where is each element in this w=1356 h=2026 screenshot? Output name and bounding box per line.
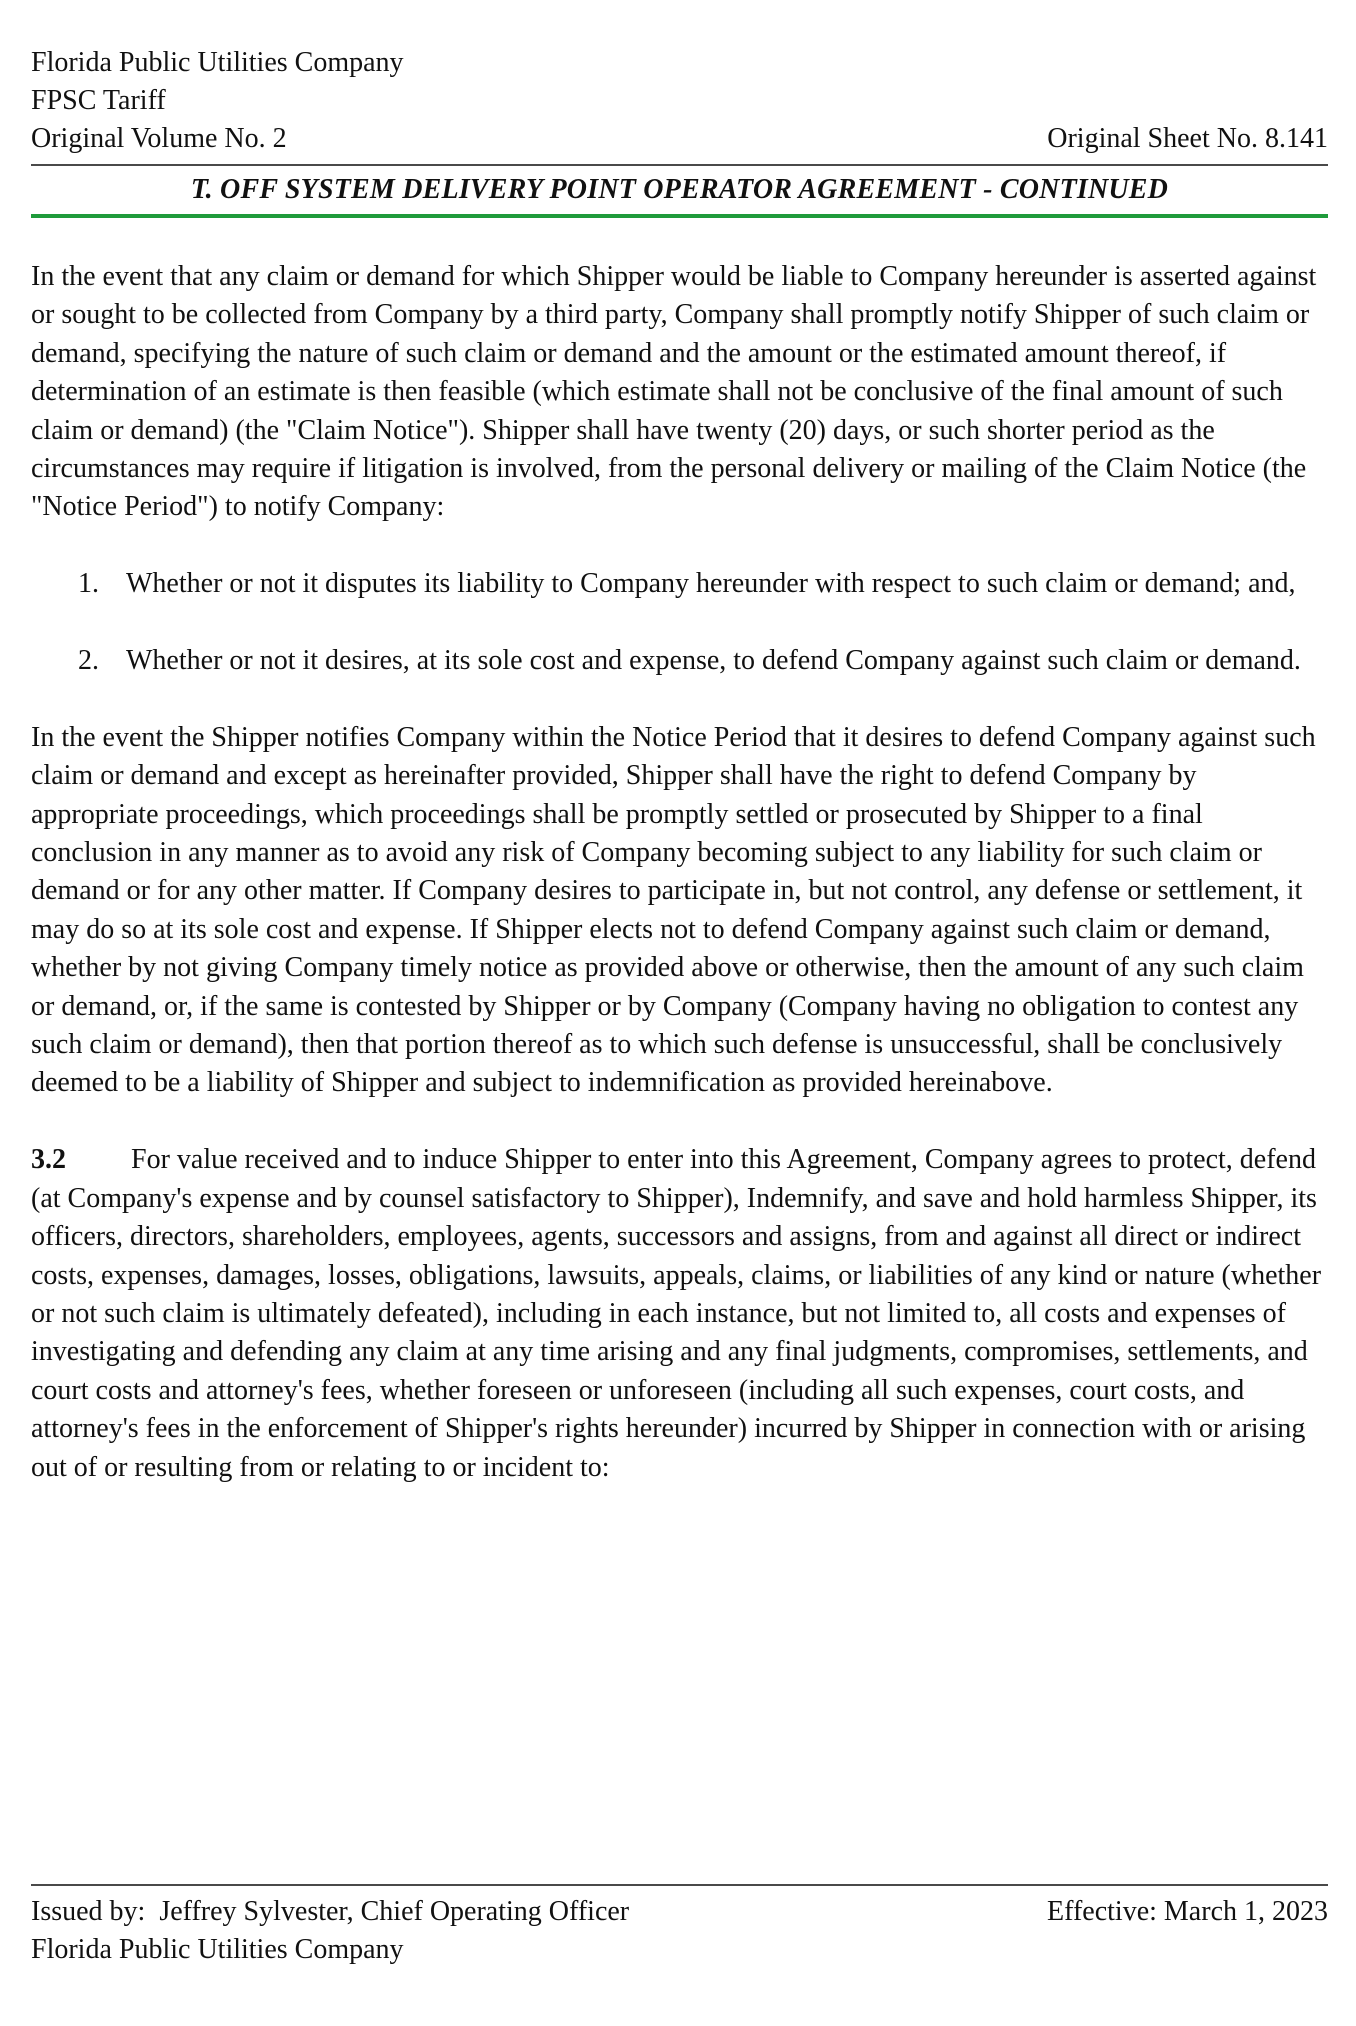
header-company: Florida Public Utilities Company <box>31 47 404 78</box>
list-item-text: Whether or not it desires, at its sole cost and expense, to defend Company against such claim or demand. <box>126 645 1301 677</box>
paragraph-claim-notice: In the event that any claim or demand for which Shipper would be liable to Company hereunder is asserted against or sought to be collected from Company by a third party, Company shall promptly notify Shipper of such claim or demand, specifying the nature of such claim or demand and the amount or the estimated amount thereof, if determination of an estimate is then feasible (which estimate shall not be conclusive of the final amount of such claim or demand) (the "Claim Notice"). Shipper shall have twenty (20) days, or such shorter period as the circumstances may require if litigation is involved, from the personal delivery or mailing of the Claim Notice (the "Notice Period") to notify Company: <box>31 261 1317 523</box>
header-sheet-number: Original Sheet No. 8.141 <box>1047 123 1328 154</box>
footer-issued-by: Issued by: Jeffrey Sylvester, Chief Operating Officer <box>31 1896 630 1927</box>
page-footer <box>31 1893 1328 1969</box>
title-divider <box>31 214 1328 218</box>
footer-divider <box>31 1884 1328 1886</box>
header-divider <box>31 164 1328 166</box>
header-volume: Original Volume No. 2 <box>31 123 287 154</box>
list-item-text: Whether or not it disputes its liability to Company hereunder with respect to such claim or demand; and, <box>126 568 1296 600</box>
document-body <box>31 258 1328 1487</box>
footer-company: Florida Public Utilities Company <box>31 1934 404 1965</box>
header-tariff: FPSC Tariff <box>31 85 166 116</box>
paragraph-defense: In the event the Shipper notifies Company within the Notice Period that it desires to defend Company against such claim or demand and except as hereinafter provided, Shipper shall have the right to defend Company by appropriate proceedings, which proceedings shall be promptly settled or prosecuted by Shipper to a final conclusion in any manner as to avoid any risk of Company becoming subject to any liability for such claim or demand or for any other matter. If Company desires to participate in, but not control, any defense or settlement, it may do so at its sole cost and expense. If Shipper elects not to defend Company against such claim or demand, whether by not giving Company timely notice as provided above or otherwise, then the amount of any such claim or demand, or, if the same is contested by Shipper or by Company (Company having no obligation to contest any such claim or demand), then that portion thereof as to which such defense is unsuccessful, shall be conclusively deemed to be a liability of Shipper and subject to indemnification as provided hereinabove. <box>31 721 1316 1099</box>
header-row <box>31 120 1328 158</box>
list-item-number: 2. <box>78 645 99 677</box>
paragraph-section-3-2 <box>31 1141 1328 1487</box>
section-number: 3.2 <box>31 1144 66 1176</box>
list-item <box>31 642 1328 680</box>
footer-effective-date: Effective: March 1, 2023 <box>1047 1896 1328 1927</box>
list-item-number: 1. <box>78 568 99 600</box>
tariff-page <box>31 0 1328 2026</box>
section-title: T. OFF SYSTEM DELIVERY POINT OPERATOR AGREEMENT - CONTINUED <box>190 174 1169 205</box>
section-3-2-text: For value received and to induce Shipper to enter into this Agreement, Company agrees to protect, defend (at Company's expense and by counsel satisfactory to Shipper), Indemnify, and save and hold harmless Shipper, its officers, directors, shareholders, employees, agents, successors and assigns, from and against all direct or indirect costs, expenses, damages, losses, obligations, lawsuits, appeals, claims, or liabilities of any kind or nature (whether or not such claim is ultimately defeated), including in each instance, but not limited to, all costs and expenses of investigating and defending any claim at any time arising and any final judgments, compromises, settlements, and court costs and attorney's fees, whether foreseen or unforeseen (including all such expenses, court costs, and attorney's fees in the enforcement of Shipper's rights hereunder) incurred by Shipper in connection with or arising out of or resulting from or relating to or incident to: <box>31 1144 1322 1483</box>
page-header <box>31 44 1328 158</box>
list-item <box>31 565 1328 603</box>
footer-row <box>31 1893 1328 1931</box>
